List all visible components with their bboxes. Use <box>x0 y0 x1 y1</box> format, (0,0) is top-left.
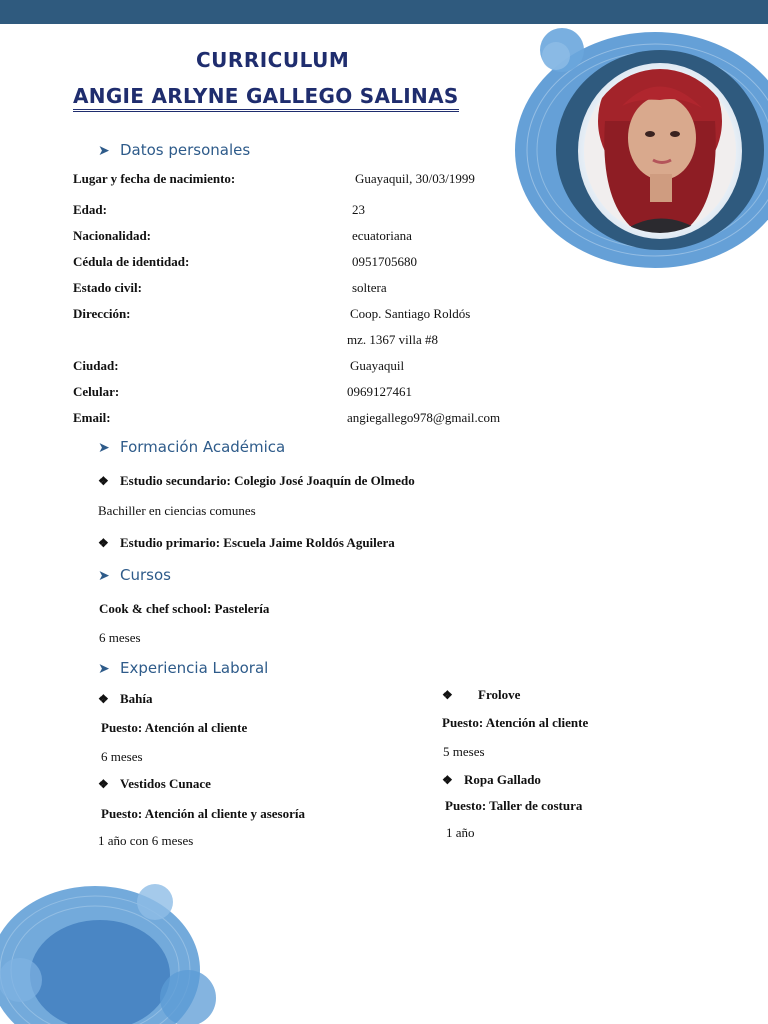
field-label: Ciudad: <box>73 358 119 373</box>
field-value: soltera <box>352 280 387 295</box>
field-value-line2: mz. 1367 villa #8 <box>347 332 438 347</box>
arrowhead-icon: ➤ <box>98 568 110 584</box>
job-duration: 1 año <box>446 825 475 840</box>
section-title: Datos personales <box>120 141 251 159</box>
field-value: Guayaquil, 30/03/1999 <box>355 171 475 186</box>
diamond-bullet-icon: ❖ <box>442 688 453 702</box>
diamond-bullet-icon: ❖ <box>442 773 453 787</box>
section-heading-education <box>98 438 285 456</box>
job-company: ❖ Vestidos Cunace <box>98 776 211 791</box>
section-title: Experiencia Laboral <box>120 659 269 677</box>
diamond-bullet-icon: ❖ <box>98 474 109 488</box>
field-value: 0951705680 <box>352 254 417 269</box>
field-value: 0969127461 <box>347 384 412 399</box>
job-position: Puesto: Atención al cliente y asesoría <box>101 806 305 821</box>
profile-photo-frame <box>510 26 768 276</box>
job-duration: 1 año con 6 meses <box>98 833 194 848</box>
arrowhead-icon: ➤ <box>98 440 110 456</box>
section-heading-courses <box>98 566 171 584</box>
field-label: Estado civil: <box>73 280 142 295</box>
field-label: Email: <box>73 410 111 425</box>
section-title: Formación Académica <box>120 438 286 456</box>
job-company: ❖ Ropa Gallado <box>442 772 541 787</box>
field-value: Guayaquil <box>350 358 405 373</box>
field-label: Edad: <box>73 202 107 217</box>
course-duration: 6 meses <box>99 630 141 645</box>
job-company: ❖ Bahía <box>98 691 153 706</box>
list-item: ❖ Estudio primario: Escuela Jaime Roldós Aguilera <box>98 535 395 550</box>
field-value: 23 <box>352 202 365 217</box>
job-duration: 5 meses <box>443 744 485 759</box>
field-label: Lugar y fecha de nacimiento: <box>73 171 236 186</box>
candidate-name: ANGIE ARLYNE GALLEGO SALINAS <box>73 84 459 112</box>
field-label: Nacionalidad: <box>73 228 152 243</box>
decorative-circles <box>0 880 230 1024</box>
job-position: Puesto: Atención al cliente <box>101 720 248 735</box>
diamond-bullet-icon: ❖ <box>98 777 109 791</box>
document-title: CURRICULUM <box>196 48 350 72</box>
list-item: ❖ Estudio secundario: Colegio José Joaquín de Olmedo <box>98 473 415 488</box>
arrowhead-icon: ➤ <box>98 143 110 159</box>
field-value: ecuatoriana <box>352 228 412 243</box>
diamond-bullet-icon: ❖ <box>98 692 109 706</box>
job-position: Puesto: Atención al cliente <box>442 715 589 730</box>
job-duration: 6 meses <box>101 749 143 764</box>
top-banner <box>0 0 768 24</box>
field-value: Coop. Santiago Roldós <box>350 306 471 321</box>
course-text: Cook & chef school: Pastelería <box>99 601 270 616</box>
job-position: Puesto: Taller de costura <box>445 798 583 813</box>
field-label: Cédula de identidad: <box>73 254 190 269</box>
section-heading-experience <box>98 659 268 677</box>
job-company: ❖ Frolove <box>442 687 521 702</box>
field-label: Dirección: <box>73 306 131 321</box>
degree-text: Bachiller en ciencias comunes <box>98 503 256 518</box>
field-label: Celular: <box>73 384 120 399</box>
arrowhead-icon: ➤ <box>98 661 110 677</box>
section-heading-personal <box>98 141 250 159</box>
diamond-bullet-icon: ❖ <box>98 536 109 550</box>
email-value: angiegallego978@gmail.com <box>347 410 501 425</box>
section-title: Cursos <box>120 566 171 584</box>
